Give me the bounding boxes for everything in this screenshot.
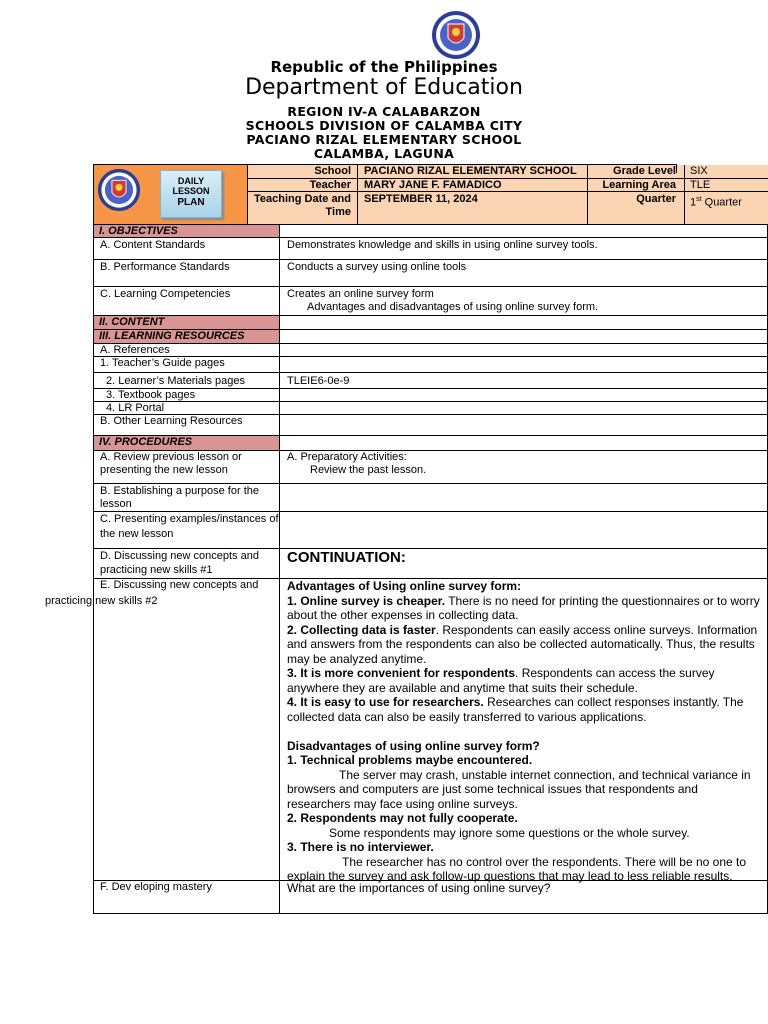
school-label: School bbox=[314, 165, 351, 177]
row-examples-line-1: C. Presenting examples/instances of bbox=[100, 513, 279, 525]
disadvantage-1-heading: 1. Technical problems maybe encountered. bbox=[287, 753, 533, 767]
region-title: REGION IV-A CALABARZON bbox=[287, 104, 481, 119]
review-value-line-1: A. Preparatory Activities: bbox=[287, 451, 407, 463]
row-content-standards: A. Content Standards bbox=[100, 239, 206, 251]
row-lr-portal: 4. LR Portal bbox=[106, 402, 165, 414]
section-learning-resources: III. LEARNING RESOURCES bbox=[99, 330, 245, 342]
competencies-value-line-1: Creates an online survey form bbox=[287, 288, 434, 300]
row-teachers-guide: 1. Teacher’s Guide pages bbox=[100, 357, 225, 369]
division-title: SCHOOLS DIVISION OF CALAMBA CITY bbox=[245, 118, 523, 133]
quarter-value bbox=[690, 193, 765, 210]
mastery-value: What are the importances of using online survey? bbox=[287, 881, 551, 895]
row-learners-materials: 2. Learner’s Materials pages bbox=[106, 375, 246, 387]
advantage-2-heading: 2. Collecting data is faster bbox=[287, 622, 436, 637]
grade-label: Grade Level bbox=[613, 165, 676, 177]
school-value: PACIANO RIZAL ELEMENTARY SCHOOL bbox=[364, 165, 577, 177]
row-purpose-line-1: B. Establishing a purpose for the bbox=[100, 485, 259, 497]
advantage-2-text: . Respondents can easily access online surveys. Information and answers from the respondents can also be collected automatically. Thus, the results may be analyzed anytime. bbox=[287, 622, 758, 666]
deped-seal-icon bbox=[431, 10, 481, 60]
quarter-text: Quarter bbox=[701, 196, 742, 209]
deped-seal-small-icon bbox=[97, 168, 141, 212]
date-value: SEPTEMBER 11, 2024 bbox=[364, 193, 478, 205]
advantages-title: Advantages of Using online survey form: bbox=[287, 579, 522, 593]
country-title: Republic of the Philippines bbox=[270, 58, 498, 76]
advantage-3-heading: 3. It is more convenient for respondents bbox=[287, 666, 516, 680]
row-purpose bbox=[100, 485, 259, 511]
teacher-label: Teacher bbox=[309, 179, 351, 191]
row-developing-mastery: F. Dev eloping mastery bbox=[100, 881, 212, 893]
teacher-value: MARY JANE F. FAMADICO bbox=[364, 179, 502, 191]
department-title: Department of Education bbox=[245, 75, 523, 100]
advantage-3-text: . Respondents can access the survey anywhere they are available and anytime that suits their schedule. bbox=[287, 666, 715, 695]
learners-materials-value: TLEIE6-0e-9 bbox=[287, 375, 350, 387]
competencies-value-line-2: Advantages and disadvantages of using online survey form. bbox=[307, 301, 599, 313]
section-content: II. CONTENT bbox=[99, 316, 165, 328]
advantage-1 bbox=[287, 594, 761, 623]
row-purpose-line-2: lesson bbox=[100, 498, 132, 510]
performance-standards-value: Conducts a survey using online tools bbox=[287, 261, 467, 273]
row-learning-competencies: C. Learning Competencies bbox=[100, 288, 231, 300]
advantage-2 bbox=[287, 623, 761, 667]
disadvantage-1-text: The server may crash, unstable internet connection, and technical variance in browsers and computers are just some technical issues that respondents and researchers may face using online surveys. bbox=[287, 767, 751, 811]
city-title: CALAMBA, LAGUNA bbox=[313, 146, 455, 161]
competencies-value bbox=[287, 288, 598, 314]
disadvantage-3-text: The researcher has no control over the respondents. There will be no one to explain the survey and ask follow-up questions that may lead to less reliable results. bbox=[287, 854, 747, 883]
daily-lesson-plan-badge bbox=[160, 170, 222, 218]
section-procedures: IV. PROCEDURES bbox=[99, 436, 193, 448]
content-standards-value: Demonstrates knowledge and skills in using online survey tools. bbox=[287, 239, 598, 251]
date-label bbox=[248, 193, 351, 219]
row-other-resources: B. Other Learning Resources bbox=[100, 415, 243, 427]
row-review-line-1: A. Review previous lesson or bbox=[100, 451, 242, 463]
row-discussing-2-line-1: E. Discussing new concepts and bbox=[100, 579, 259, 591]
row-review bbox=[100, 451, 242, 477]
row-discussing-1 bbox=[100, 549, 259, 577]
row-discussing-1-line-1: D. Discussing new concepts and bbox=[100, 550, 259, 562]
advantage-1-heading: 1. Online survey is cheaper. bbox=[287, 593, 446, 608]
school-title: PACIANO RIZAL ELEMENTARY SCHOOL bbox=[246, 132, 522, 147]
row-examples-line-2: the new lesson bbox=[100, 528, 174, 540]
date-label-line-1: Teaching Date and bbox=[254, 193, 351, 205]
section-objectives: I. OBJECTIVES bbox=[99, 225, 178, 237]
quarter-num: 1 bbox=[690, 196, 697, 209]
date-label-line-2: Time bbox=[325, 206, 351, 218]
advantage-4-text: Researches can collect responses instantly. The collected data can also be easily transferred to various applications. bbox=[287, 695, 744, 724]
row-textbook: 3. Textbook pages bbox=[106, 389, 196, 401]
row-discussing-1-line-2: practicing new skills #1 bbox=[100, 564, 213, 576]
area-label: Learning Area bbox=[602, 179, 676, 191]
advantage-3 bbox=[287, 666, 761, 695]
quarter-label: Quarter bbox=[636, 193, 676, 205]
badge-line-1: DAILY bbox=[177, 176, 205, 186]
grade-value: SIX bbox=[690, 165, 708, 177]
discussion-content bbox=[287, 579, 761, 884]
badge-line-2: LESSON bbox=[172, 186, 210, 196]
disadvantage-2-heading: 2. Respondents may not fully cooperate. bbox=[287, 811, 518, 825]
review-value bbox=[287, 451, 426, 477]
review-value-line-2: Review the past lesson. bbox=[310, 464, 427, 476]
row-examples bbox=[100, 512, 279, 542]
disadvantage-3-heading: 3. There is no interviewer. bbox=[287, 840, 434, 854]
quarter-sup: st bbox=[696, 196, 702, 203]
disadvantages-title: Disadvantages of using online survey form? bbox=[287, 738, 540, 753]
continuation-heading: CONTINUATION: bbox=[287, 549, 406, 566]
disadvantage-2-text: Some respondents may ignore some questions or the whole survey. bbox=[329, 825, 690, 840]
row-discussing-2-line-2: practicing new skills #2 bbox=[45, 595, 158, 607]
advantage-1-text: There is no need for printing the questionnaires or to worry about the other expenses in collecting data. bbox=[287, 593, 760, 622]
advantage-4 bbox=[287, 695, 761, 724]
row-performance-standards: B. Performance Standards bbox=[100, 261, 230, 273]
row-references: A. References bbox=[100, 344, 170, 356]
badge-line-3: PLAN bbox=[177, 197, 205, 208]
area-value: TLE bbox=[690, 179, 711, 191]
row-review-line-2: presenting the new lesson bbox=[100, 464, 228, 476]
advantage-4-heading: 4. It is easy to use for researchers. bbox=[287, 695, 484, 709]
